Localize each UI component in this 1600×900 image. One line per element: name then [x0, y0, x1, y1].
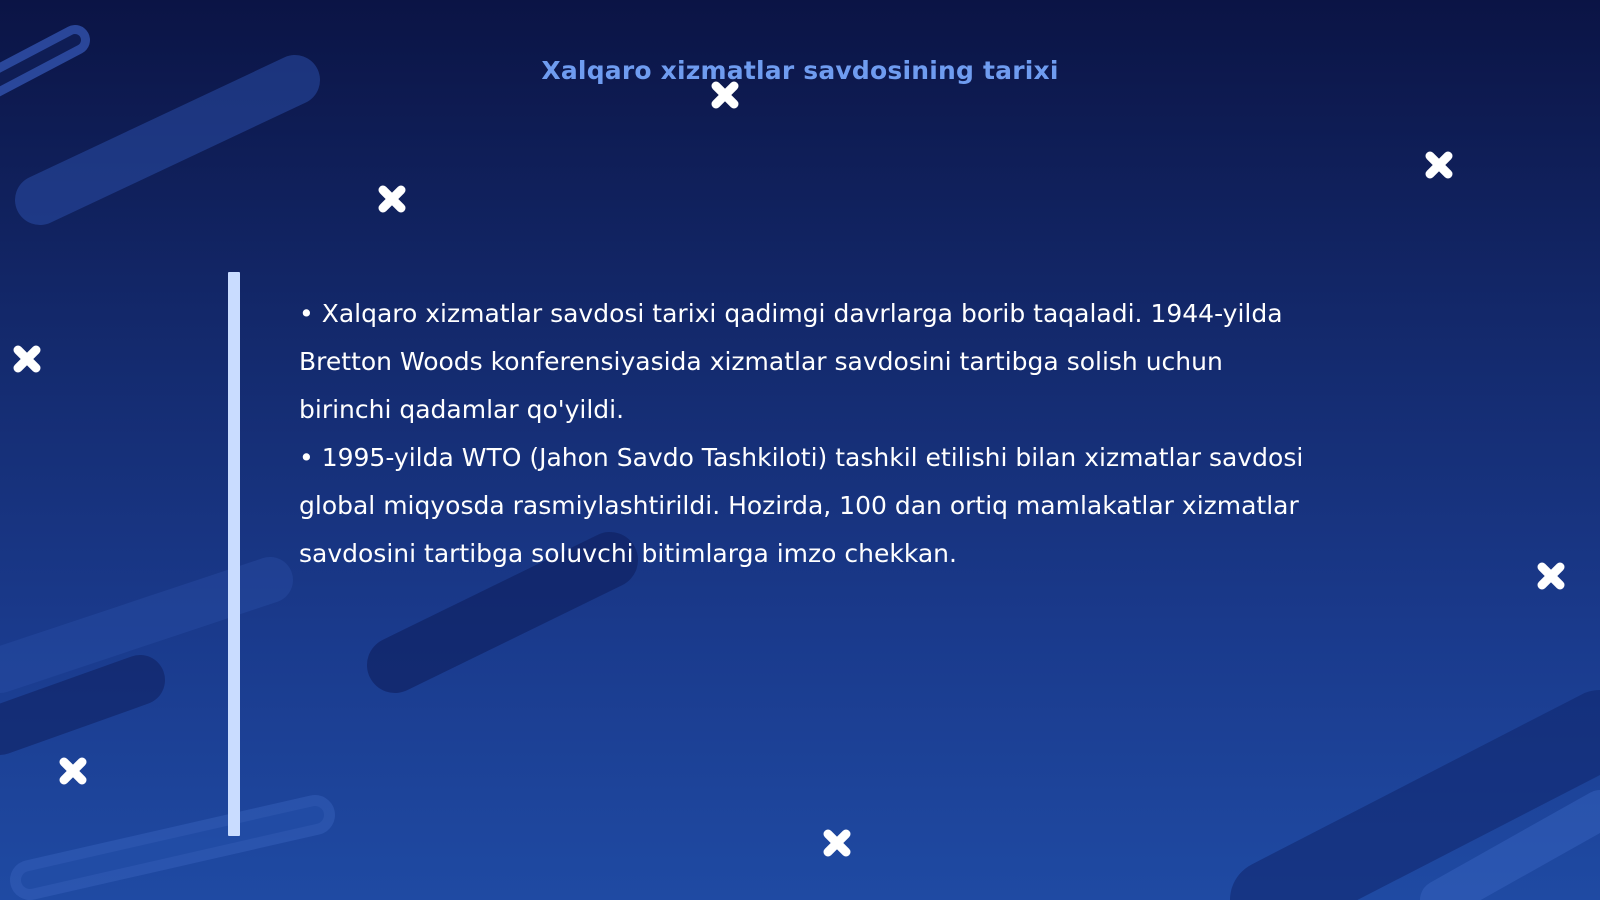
bullet-paragraph: • 1995-yilda WTO (Jahon Savdo Tashkiloti) tashkil etilishi bilan xizmatlar savdosi global miqyosda rasmiylashtirildi. Hozirda, 100 dan ortiq mamlakatlar xizmatlar savdosini tartibga soluvchi bitimlarga imzo chekkan. — [299, 443, 1304, 568]
slide-body — [299, 290, 1309, 578]
cross-icon — [709, 79, 741, 111]
cross-icon — [57, 755, 89, 787]
bullet-paragraph: • Xalqaro xizmatlar savdosi tarixi qadimgi davrlarga borib taqaladi. 1944-yilda Bretton Woods konferensiyasida xizmatlar savdosini tartibga solish uchun birinchi qadamlar qo'yildi. — [299, 299, 1283, 424]
cross-icon — [1423, 149, 1455, 181]
accent-bar — [228, 272, 240, 836]
cross-icon — [821, 827, 853, 859]
cross-icon — [376, 183, 408, 215]
cross-icon — [1535, 560, 1567, 592]
cross-icon — [11, 343, 43, 375]
slide-title: Xalqaro xizmatlar savdosining tarixi — [541, 56, 1059, 85]
